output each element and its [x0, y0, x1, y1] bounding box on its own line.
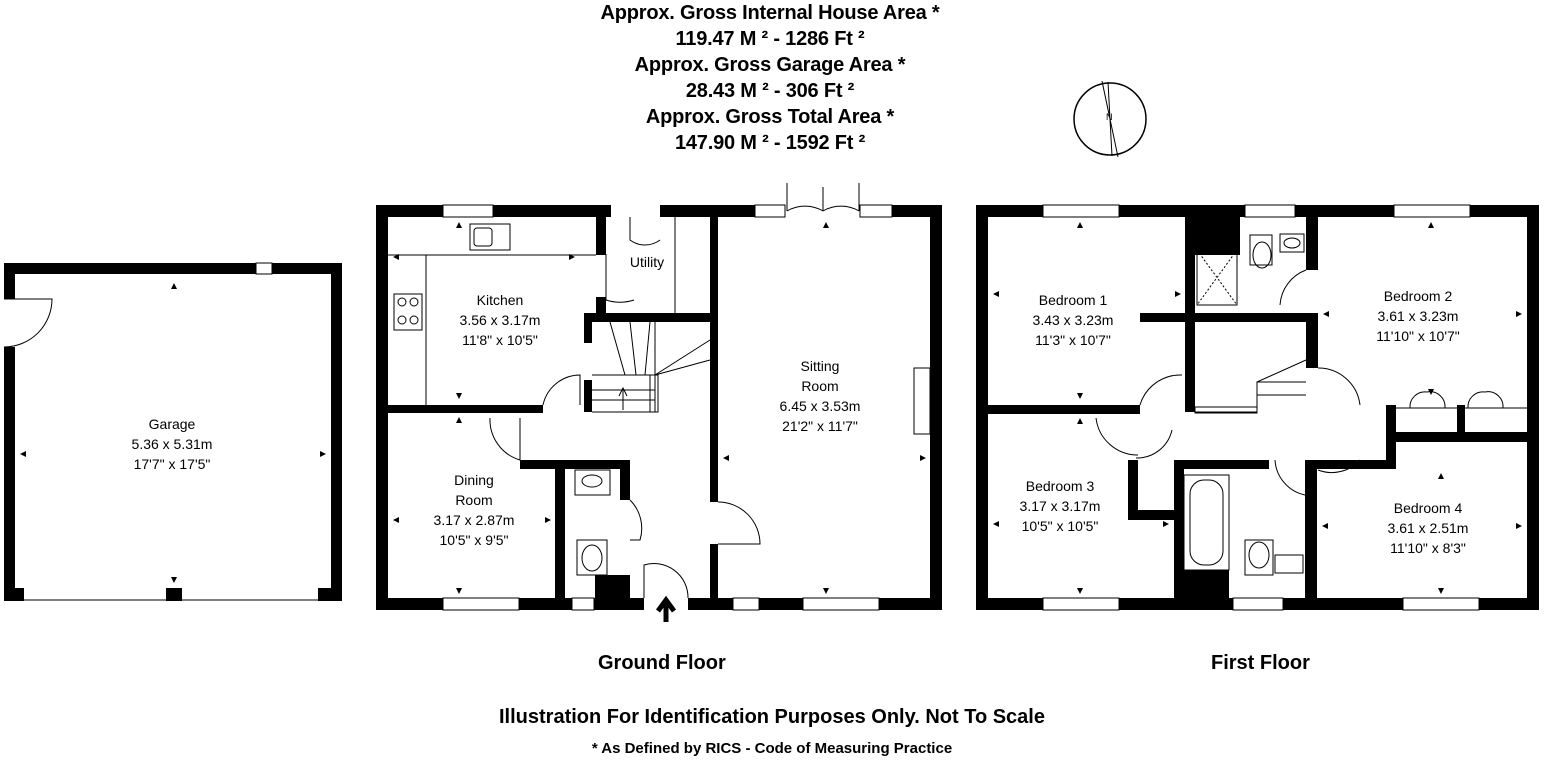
room-name: Bedroom 2: [1383, 288, 1453, 304]
room-utility: [630, 252, 664, 272]
room-bedroom-1: [1033, 290, 1114, 350]
room-metric: 5.36 x 5.31m: [131, 436, 213, 452]
room-bedroom-3: [1020, 476, 1101, 536]
room-name: Bedroom 4: [1393, 500, 1463, 516]
room-name: Kitchen: [476, 292, 524, 308]
room-bedroom-4: [1388, 498, 1469, 558]
room-metric: 6.45 x 3.53m: [779, 398, 861, 414]
room-name: Garage: [148, 416, 196, 432]
room-bedroom-2: [1376, 286, 1460, 346]
room-imperial: 11'10" x 10'7": [1376, 328, 1460, 344]
room-imperial: 17'7" x 17'5": [133, 456, 211, 472]
room-metric: 3.61 x 2.51m: [1387, 520, 1469, 536]
room-metric: 3.43 x 3.23m: [1032, 312, 1114, 328]
house-area-value: 119.47 M ² - 1286 Ft ²: [675, 28, 865, 50]
room-name-line1: Dining: [454, 472, 494, 488]
room-imperial: 11'10" x 8'3": [1390, 540, 1466, 556]
room-imperial: 10'5" x 9'5": [439, 532, 509, 548]
ground-floor-label: Ground Floor: [598, 652, 726, 674]
room-sitting: [780, 356, 861, 436]
room-name-line1: Sitting: [800, 358, 840, 374]
first-floor-label: First Floor: [1211, 652, 1310, 674]
room-imperial: 21'2" x 11'7": [782, 418, 858, 434]
room-name-line2: Room: [455, 492, 493, 508]
room-name: Utility: [629, 254, 665, 270]
garage-area-value: 28.43 M ² - 306 Ft ²: [685, 80, 855, 102]
room-name: Bedroom 3: [1025, 478, 1095, 494]
room-imperial: 11'3" x 10'7": [1035, 332, 1111, 348]
total-area-value: 147.90 M ² - 1592 Ft ²: [674, 132, 866, 154]
house-area-title: Approx. Gross Internal House Area *: [600, 2, 940, 24]
room-metric: 3.56 x 3.17m: [459, 312, 541, 328]
total-area-title: Approx. Gross Total Area *: [645, 106, 895, 128]
room-name: Bedroom 1: [1038, 292, 1108, 308]
room-imperial: 10'5" x 10'5": [1021, 518, 1099, 534]
room-metric: 3.61 x 3.23m: [1377, 308, 1459, 324]
compass-north-label: N: [1106, 112, 1113, 122]
room-garage: [132, 414, 213, 474]
room-metric: 3.17 x 3.17m: [1019, 498, 1101, 514]
room-dining: [434, 470, 515, 550]
room-name-line2: Room: [801, 378, 839, 394]
disclaimer-main: Illustration For Identification Purposes Only. Not To Scale: [499, 706, 1045, 728]
garage-area-title: Approx. Gross Garage Area *: [634, 54, 906, 76]
room-metric: 3.17 x 2.87m: [433, 512, 515, 528]
room-imperial: 11'8" x 10'5": [462, 332, 538, 348]
disclaimer-note: * As Defined by RICS - Code of Measuring Practice: [591, 740, 953, 757]
room-kitchen: [460, 290, 541, 350]
